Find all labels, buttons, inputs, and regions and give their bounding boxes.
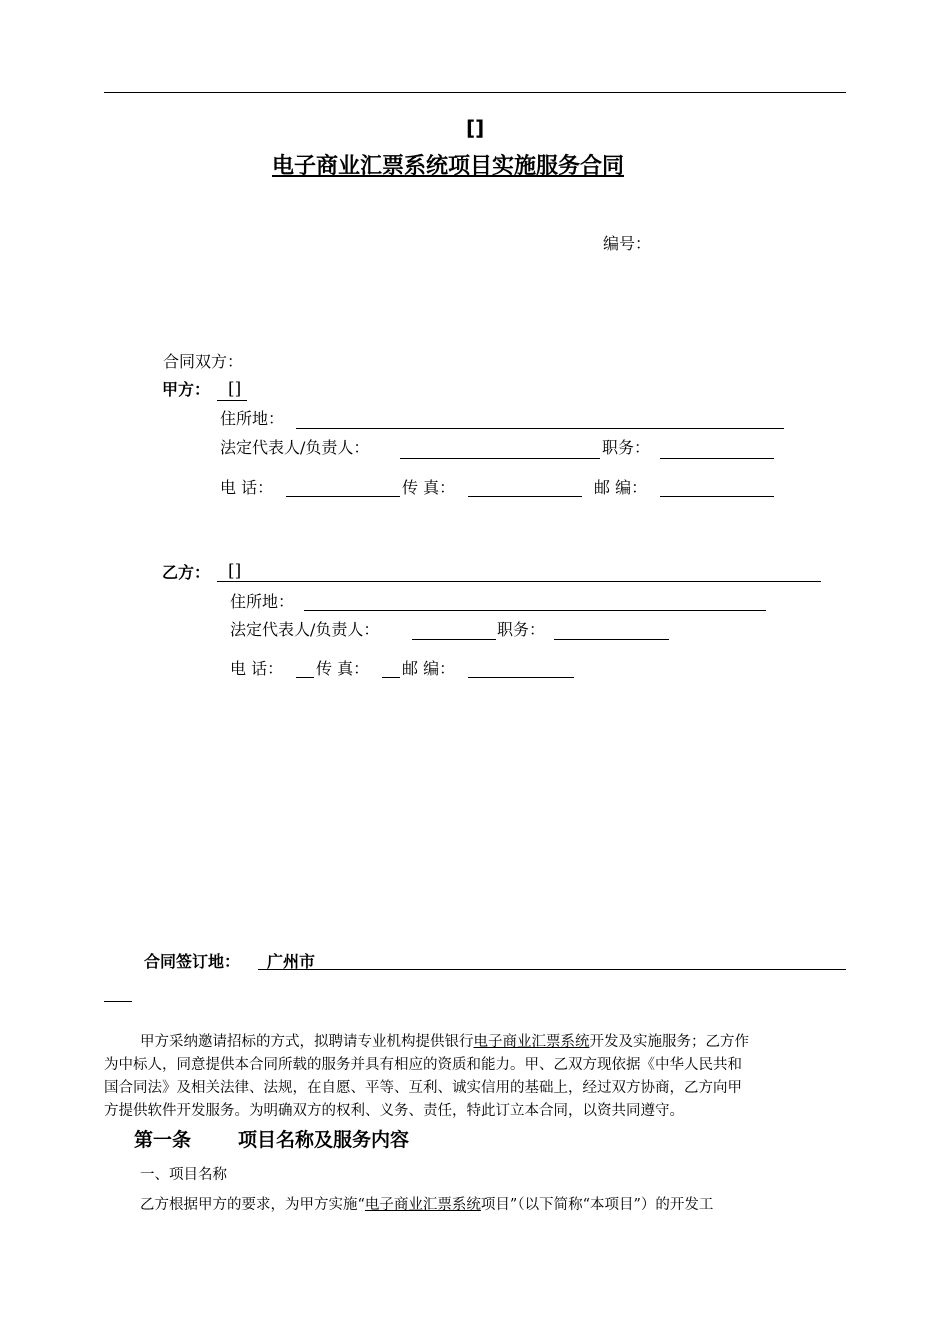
signing-place-label: 合同签订地： <box>144 952 241 971</box>
party-b-phone-label: 电 话： <box>230 659 284 678</box>
preamble-system-name: 电子商业汇票系统 <box>473 1034 590 1050</box>
article-1-title: 项目名称及服务内容 <box>238 1129 410 1151</box>
party-a-name: [] <box>228 379 242 399</box>
party-b-position-field[interactable] <box>554 639 669 640</box>
contract-number-label: 编号： <box>603 234 652 253</box>
party-a-address-field[interactable] <box>296 428 784 429</box>
party-b-rep-label: 法定代表人/负责人： <box>230 620 380 639</box>
party-a-phone-field[interactable] <box>286 496 400 497</box>
signing-place-value: 广州市 <box>267 952 316 971</box>
parties-intro: 合同双方： <box>163 352 244 371</box>
party-a-postcode-field[interactable] <box>660 496 774 497</box>
preamble-line-4: 方提供软件开发服务。为明确双方的权利、义务、责任，特此订立本合同，以资共同遵守。 <box>104 1103 684 1119</box>
header-rule <box>104 92 846 93</box>
article-1-body-start: 乙方根据甲方的要求，为甲方实施“ <box>140 1197 365 1213</box>
party-a-position-label: 职务： <box>602 438 651 457</box>
party-a-label: 甲方： <box>162 380 211 399</box>
preamble-line-3: 国合同法》及相关法律、法规，在自愿、平等、互利、诚实信用的基础上，经过双方协商，乙方向甲 <box>104 1080 742 1096</box>
party-b-address-field[interactable] <box>304 610 766 611</box>
party-a-position-field[interactable] <box>660 458 774 459</box>
article-1-body-line-1 <box>140 1198 713 1213</box>
party-b-postcode-field[interactable] <box>468 677 574 678</box>
party-b-rep-field[interactable] <box>412 639 496 640</box>
signing-place-underline-wrap <box>104 1001 132 1002</box>
party-b-name-underline <box>217 581 821 582</box>
preamble-line-2: 为中标人，同意提供本合同所载的服务并具有相应的资质和能力。甲、乙双方现依据《中华人民共和 <box>104 1057 742 1073</box>
preamble-line-1-start: 甲方采纳邀请招标的方式，拟聘请专业机构提供银行 <box>140 1034 474 1050</box>
signing-place-underline <box>258 969 846 970</box>
party-a-fax-field[interactable] <box>468 496 582 497</box>
party-b-position-label: 职务： <box>497 620 546 639</box>
article-1-number: 第一条 <box>134 1129 192 1151</box>
document-title: 电子商业汇票系统项目实施服务合同 <box>272 154 625 179</box>
party-b-phone-field[interactable] <box>296 677 314 678</box>
party-a-rep-field[interactable] <box>400 458 600 459</box>
party-b-fax-label: 传 真： <box>316 659 370 678</box>
article-1-system-name: 电子商业汇票系统 <box>364 1197 481 1213</box>
party-a-rep-label: 法定代表人/负责人： <box>220 438 370 457</box>
party-b-address-label: 住所地： <box>230 592 295 611</box>
preamble-line-1 <box>140 1035 749 1050</box>
party-a-phone-label: 电 话： <box>220 478 274 497</box>
party-a-fax-label: 传 真： <box>402 478 456 497</box>
article-1-subheading: 一、项目名称 <box>140 1167 227 1183</box>
preamble-line-1-end: 开发及实施服务；乙方作 <box>589 1034 749 1050</box>
party-b-fax-field[interactable] <box>382 677 400 678</box>
party-a-name-underline <box>217 400 247 401</box>
party-b-name: [] <box>228 561 242 581</box>
header-bracket: [] <box>466 116 485 140</box>
party-b-postcode-label: 邮 编： <box>402 659 456 678</box>
party-a-postcode-label: 邮 编： <box>594 478 648 497</box>
article-1-body-end: 项目”（以下简称“本项目”）的开发工 <box>480 1197 714 1213</box>
party-b-label: 乙方： <box>162 563 211 582</box>
party-a-address-label: 住所地： <box>220 409 285 428</box>
